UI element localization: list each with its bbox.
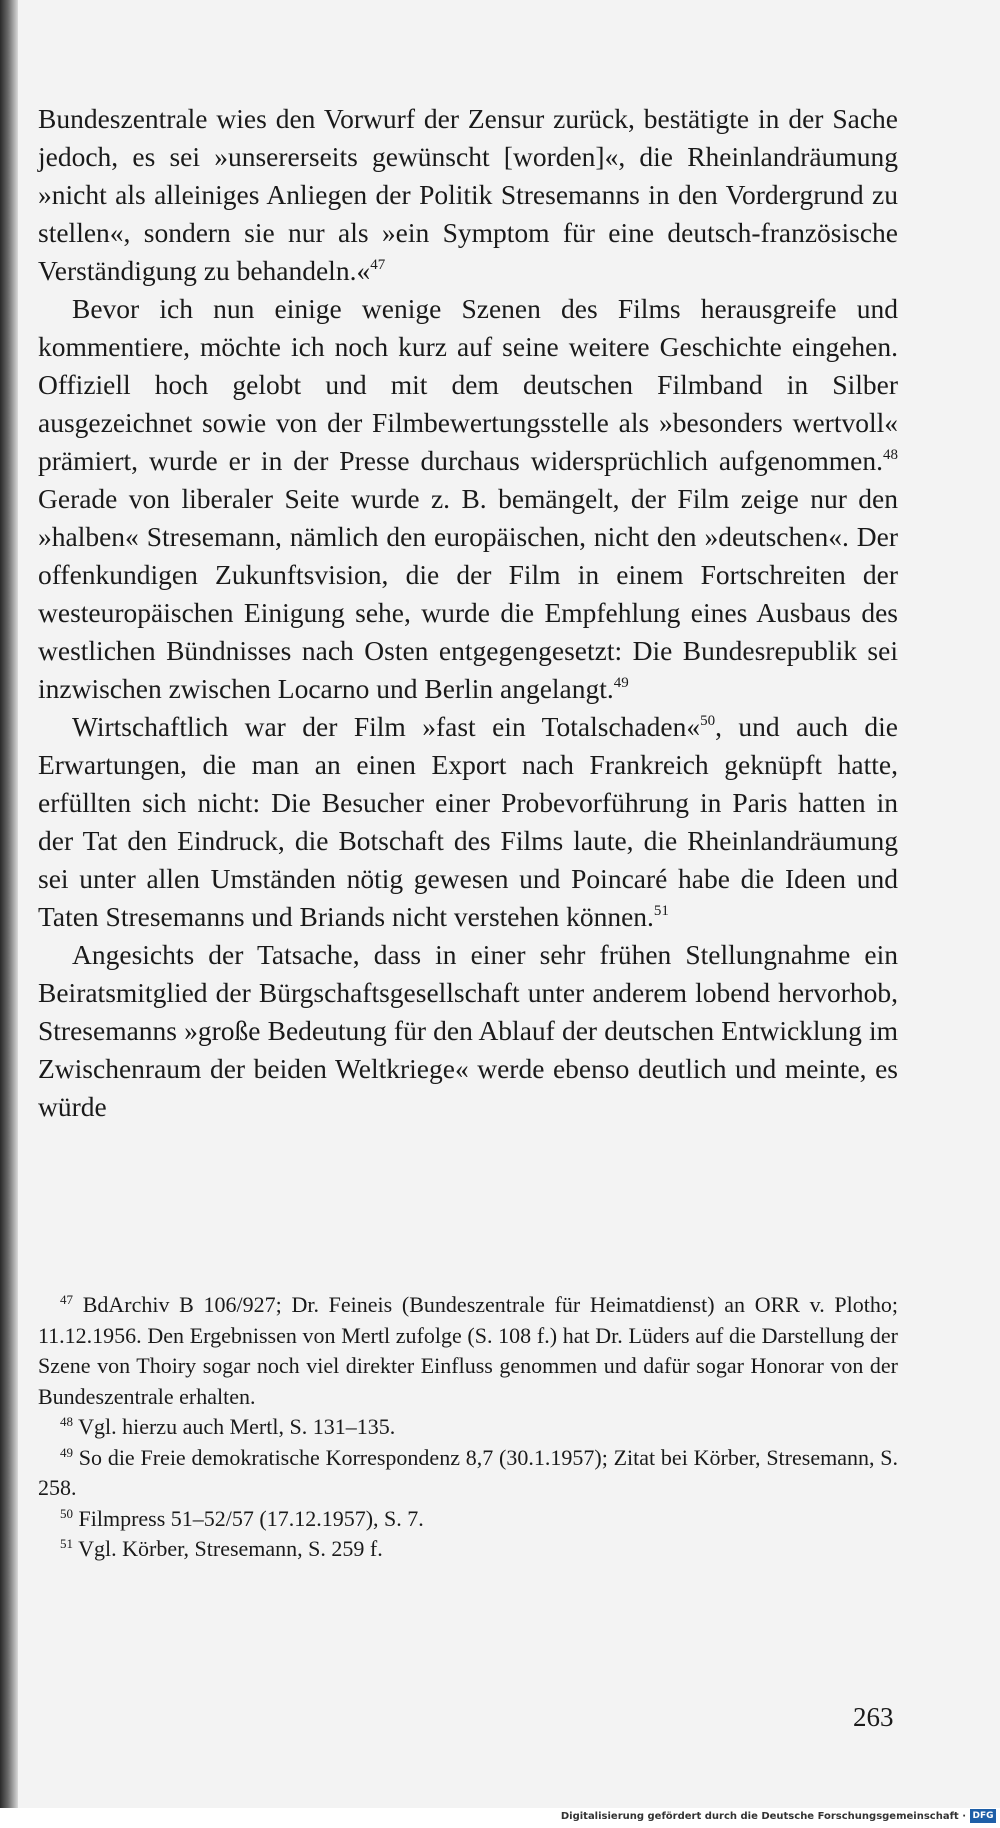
footnote: [38, 1534, 898, 1565]
body-paragraph: [38, 290, 898, 708]
footnote-number: 49: [60, 1444, 73, 1460]
funding-credit: Digitalisierung gefördert durch die Deutsche Forschungsgemeinschaft ·: [560, 1811, 966, 1822]
footnote: [38, 1290, 898, 1412]
footnote-text: BdArchiv B 106/927; Dr. Feineis (Bundeszentrale für Heimatdienst) an ORR v. Plotho; 11.12.1956. Den Ergebnissen von Mertl zufolge (S. 108 f.) hat Dr. Lüders auf die Darstellung der Szene von Thoiry sogar noch viel direkter Einfluss genommen und dafür sogar Honorar von der Bundeszentrale erhalten.: [38, 1292, 898, 1409]
paragraph-text: Angesichts der Tatsache, dass in einer sehr frühen Stellungnahme ein Beiratsmitglied der Bürgschaftsgesellschaft unter anderem lobend hervorhob, Stresemanns »große Bedeutung für den Ablauf der deutschen Entwicklung im Zwischenraum der beiden Weltkriege« werde ebenso deutlich und meinte, es würde: [38, 939, 898, 1122]
page-number: 263: [853, 1702, 894, 1732]
footnote-number: 51: [60, 1536, 73, 1551]
footnotes: [38, 1290, 898, 1565]
footnote-number: 50: [60, 1505, 73, 1521]
paragraph-text: Bevor ich nun einige wenige Szenen des Films herausgreife und kommentiere, möchte ich noch kurz auf seine weitere Geschichte eingehen. Offiziell hoch gelobt und mit dem deutschen Filmband in Silber ausgezeichnet sowie von der Filmbewertungsstelle als »besonders wertvoll« prämiert, wurde er in der Presse durchaus widersprüchlich aufgenommen.: [38, 293, 898, 476]
footnote-ref[interactable]: 48: [883, 447, 898, 463]
footnote-number: 48: [60, 1414, 73, 1429]
paragraph-text: Gerade von liberaler Seite wurde z. B. bemängelt, der Film zeige nur den »halben« Stresemann, nämlich den europäischen, nicht den »deutschen«. Der offenkundigen Zukunftsvision, die der Film in einem Fortschreiten der westeuropäischen Einigung sehe, wurde die Empfehlung eines Ausbaus des westlichen Bündnisses nach Osten entgegengesetzt: Die Bundesrepublik sei inzwischen zwischen Locarno und Berlin angelangt.: [38, 483, 898, 704]
body-paragraph: [38, 708, 898, 936]
book-gutter-shadow: [0, 0, 18, 1808]
paragraph-text: Wirtschaftlich war der Film »fast ein Totalschaden«: [72, 711, 701, 742]
dfg-logo-icon: DFG: [970, 1809, 996, 1823]
body-paragraph: [38, 100, 898, 290]
main-text: [38, 100, 898, 1126]
footnote-text: Filmpress 51–52/57 (17.12.1957), S. 7.: [73, 1505, 424, 1531]
footnote-number: 47: [60, 1292, 73, 1307]
paragraph-text: Bundeszentrale wies den Vorwurf der Zensur zurück, bestätigte in der Sache jedoch, es sei »unsererseits gewünscht [worden]«, die Rheinlandräumung »nicht als alleiniges Anliegen der Politik Stresemanns in den Vordergrund zu stellen«, sondern sie nur als »ein Symptom für eine deutsch-französische Verständigung zu behandeln.«: [38, 103, 898, 286]
footnote: [38, 1504, 898, 1535]
footnote-ref[interactable]: 50: [700, 713, 716, 729]
footnote-text: Vgl. Körber, Stresemann, S. 259 f.: [73, 1536, 383, 1561]
footnote-text: Vgl. hierzu auch Mertl, S. 131–135.: [73, 1414, 396, 1439]
footnote-text: So die Freie demokratische Korrespondenz 8,7 (30.1.1957); Zitat bei Körber, Stresemann, S. 258.: [38, 1444, 898, 1500]
body-paragraph: [38, 936, 898, 1126]
footnote-ref[interactable]: 49: [613, 675, 629, 691]
footnote: [38, 1443, 898, 1504]
footnote: [38, 1412, 898, 1443]
paragraph-text: , und auch die Erwartungen, die man an einen Export nach Frankreich geknüpft hatte, erfüllten sich nicht: Die Besucher einer Probevorführung in Paris hatten in der Tat den Eindruck, die Botschaft des Films laute, die Rheinlandräumung sei unter allen Umständen nötig gewesen und Poincaré habe die Ideen und Taten Stresemanns und Briands nicht verstehen können.: [38, 711, 899, 932]
footnote-ref[interactable]: 51: [653, 903, 669, 919]
footnote-ref[interactable]: 47: [370, 257, 386, 273]
